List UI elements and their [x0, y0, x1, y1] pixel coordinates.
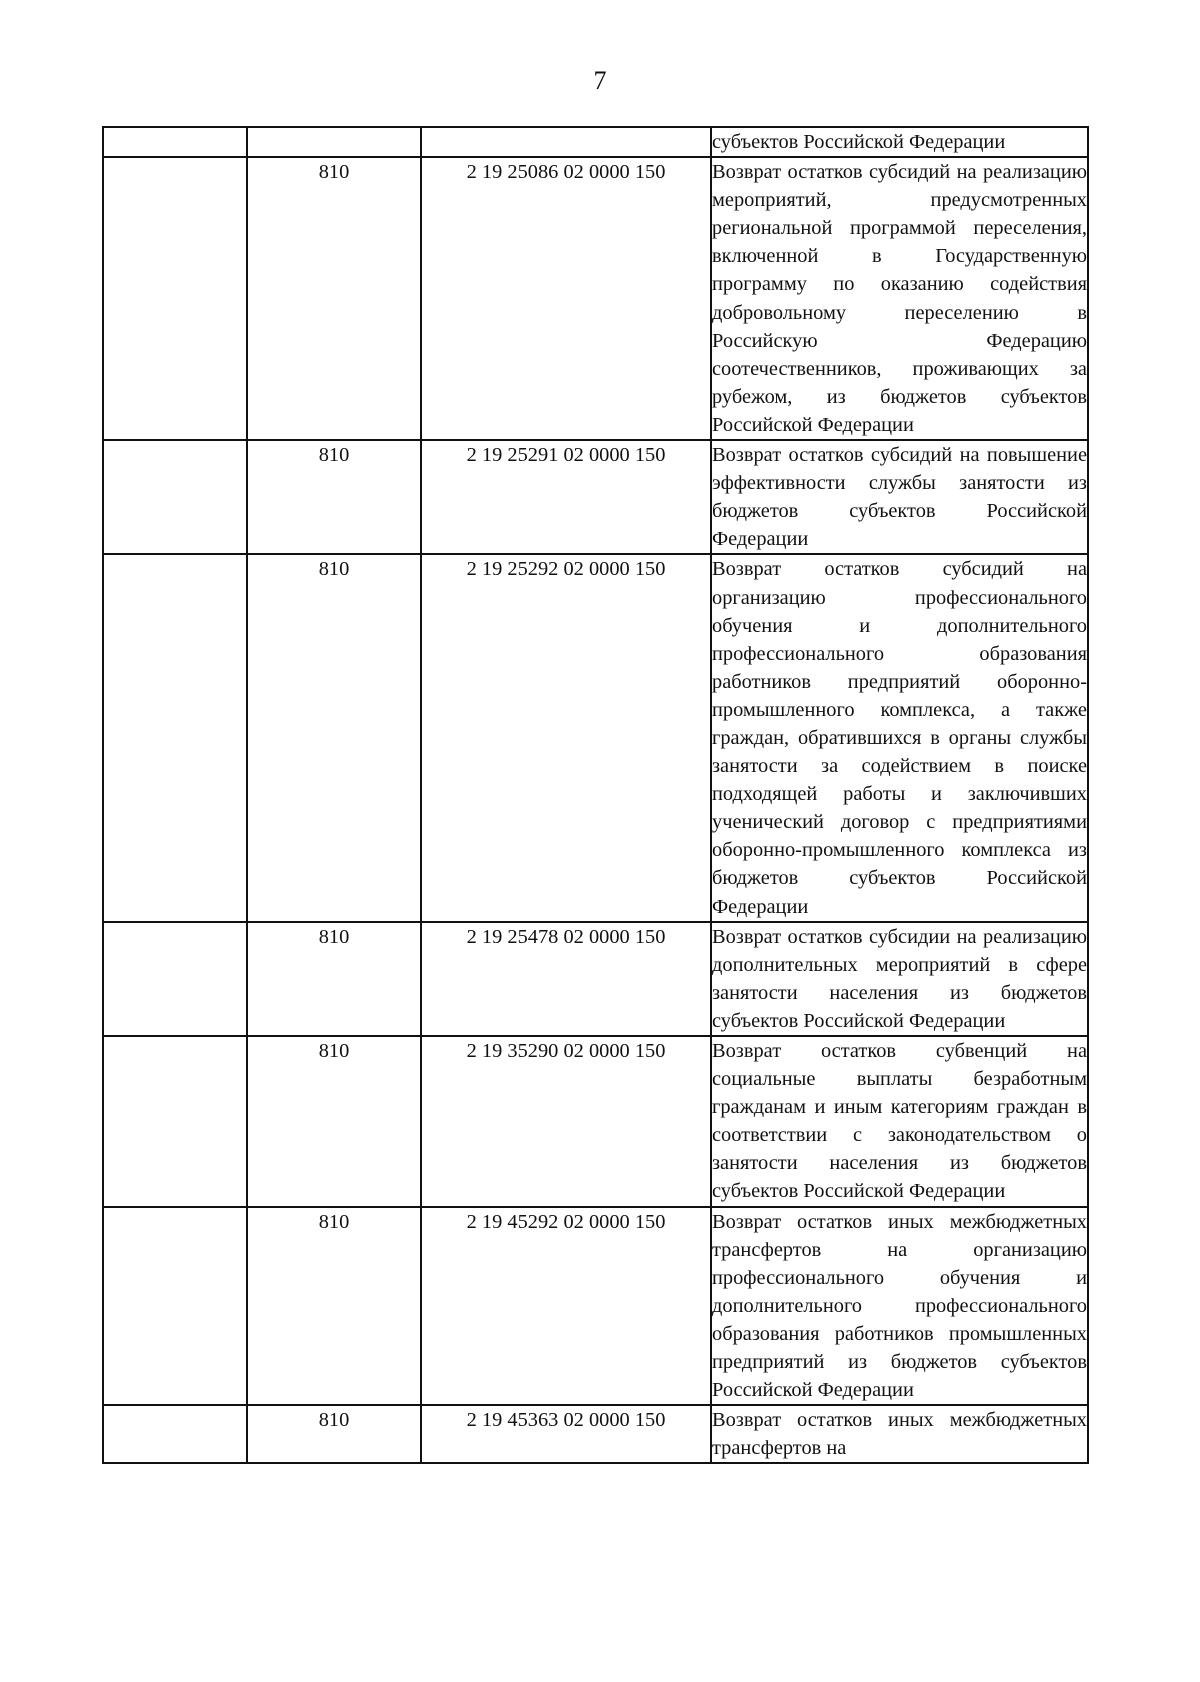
income-name-cell: Возврат остатков субсидии на реализацию дополнительных мероприятий в сфере занятости населения из бюджетов субъектов Российской Федерации: [711, 922, 1088, 1036]
budget-code-cell: 2 19 25478 02 0000 150: [421, 922, 711, 1036]
table-row: [103, 1405, 1088, 1463]
budget-code-table: [102, 126, 1089, 1464]
table-row: [103, 1036, 1088, 1207]
table-row: [103, 157, 1088, 440]
admin-code-cell: 810: [247, 554, 421, 921]
admin-code-cell: 810: [247, 440, 421, 554]
table-row: [103, 1207, 1088, 1406]
budget-code-cell: 2 19 45292 02 0000 150: [421, 1207, 711, 1406]
table-row: [103, 127, 1088, 157]
blank-cell: [103, 1405, 247, 1463]
blank-cell: [103, 922, 247, 1036]
table-row: [103, 554, 1088, 921]
budget-code-cell: [421, 127, 711, 157]
blank-cell: [103, 157, 247, 440]
budget-code-cell: 2 19 25292 02 0000 150: [421, 554, 711, 921]
budget-code-cell: 2 19 45363 02 0000 150: [421, 1405, 711, 1463]
budget-code-cell: 2 19 25291 02 0000 150: [421, 440, 711, 554]
budget-code-cell: 2 19 35290 02 0000 150: [421, 1036, 711, 1207]
blank-cell: [103, 554, 247, 921]
blank-cell: [103, 127, 247, 157]
income-name-cell: Возврат остатков субсидий на реализацию мероприятий, предусмотренных региональной программой переселения, включенной в Государственную программу по оказанию содействия добровольному переселению в Российскую Федерацию соотечественников, проживающих за рубежом, из бюджетов субъектов Российской Федерации: [711, 157, 1088, 440]
income-name-cell: Возврат остатков иных межбюджетных трансфертов на организацию профессионального обучения и дополнительного профессионального образования работников промышленных предприятий из бюджетов субъектов Российской Федерации: [711, 1207, 1088, 1406]
income-name-cell: Возврат остатков субвенций на социальные выплаты безработным гражданам и иным категориям граждан в соответствии с законодательством о занятости населения из бюджетов субъектов Российской Федерации: [711, 1036, 1088, 1207]
income-name-cell: субъектов Российской Федерации: [711, 127, 1088, 157]
page-number: 7: [593, 66, 607, 95]
admin-code-cell: 810: [247, 1207, 421, 1406]
blank-cell: [103, 1207, 247, 1406]
admin-code-cell: 810: [247, 922, 421, 1036]
table-row: [103, 922, 1088, 1036]
income-name-cell: Возврат остатков субсидий на организацию профессионального обучения и дополнительного профессионального образования работников предприятий оборонно-промышленного комплекса, а также граждан, обратившихся в органы службы занятости за содействием в поиске подходящей работы и заключивших ученический договор с предприятиями оборонно-промышленного комплекса из бюджетов субъектов Российской Федерации: [711, 554, 1088, 921]
admin-code-cell: 810: [247, 157, 421, 440]
blank-cell: [103, 1036, 247, 1207]
income-name-cell: Возврат остатков иных межбюджетных трансфертов на: [711, 1405, 1088, 1463]
blank-cell: [103, 440, 247, 554]
income-name-cell: Возврат остатков субсидий на повышение эффективности службы занятости из бюджетов субъектов Российской Федерации: [711, 440, 1088, 554]
admin-code-cell: 810: [247, 1036, 421, 1207]
admin-code-cell: 810: [247, 1405, 421, 1463]
admin-code-cell: [247, 127, 421, 157]
table-row: [103, 440, 1088, 554]
budget-code-cell: 2 19 25086 02 0000 150: [421, 157, 711, 440]
